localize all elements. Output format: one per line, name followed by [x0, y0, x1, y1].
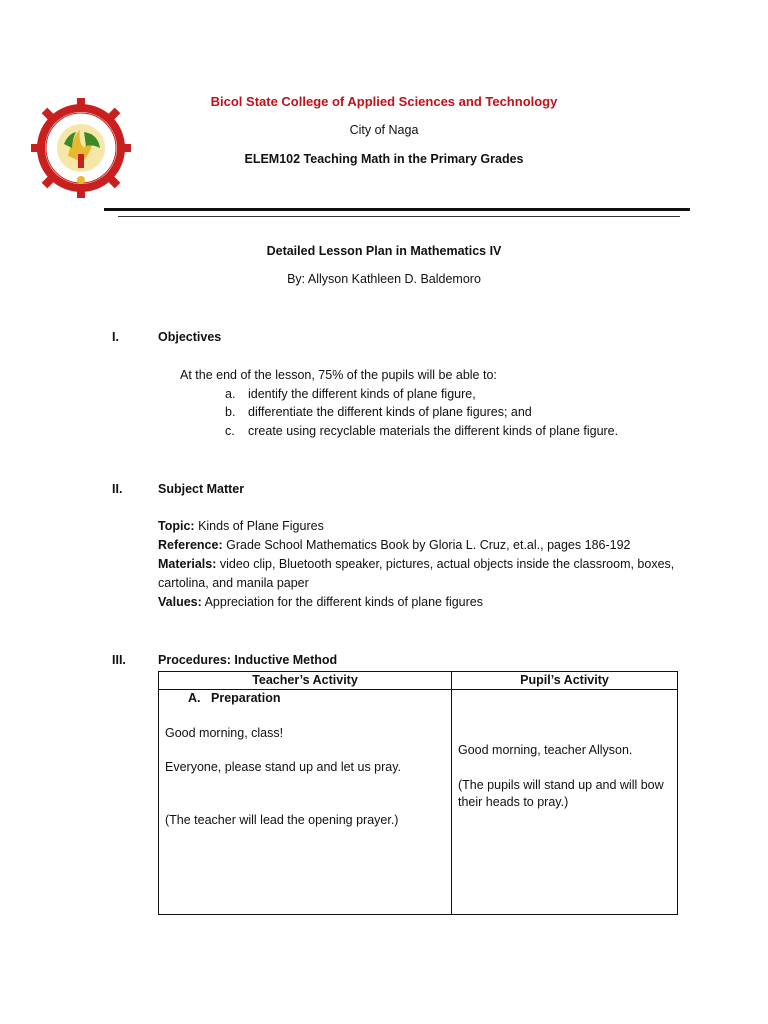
reference-line: [158, 538, 631, 552]
teacher-greeting: Good morning, class!: [165, 726, 284, 740]
reference-value: Grade School Mathematics Book by Gloria L. Cruz, et.al., pages 186-192: [226, 538, 631, 552]
college-seal-icon: [28, 96, 134, 200]
teacher-pray-instruction: Everyone, please stand up and let us pray.: [165, 760, 402, 774]
pupil-greeting: Good morning, teacher Allyson.: [458, 743, 633, 757]
col-header-pupil: Pupil’s Activity: [520, 673, 609, 687]
header-rule-thin: [118, 216, 680, 217]
course-title: ELEM102 Teaching Math in the Primary Grades: [244, 152, 524, 166]
table-column-divider: [451, 672, 452, 914]
topic-label: Topic:: [158, 519, 195, 533]
section-number-procedures: III.: [112, 653, 126, 667]
teacher-prayer-note: (The teacher will lead the opening prayer.): [165, 813, 399, 827]
pupil-note-line-1: (The pupils will stand up and will bow: [458, 778, 664, 792]
values-value: Appreciation for the different kinds of plane figures: [204, 595, 483, 609]
col-header-teacher: Teacher’s Activity: [252, 673, 358, 687]
objective-letter-a: a.: [225, 387, 236, 401]
objective-item-b: differentiate the different kinds of plane figures; and: [248, 405, 532, 419]
author-line: By: Allyson Kathleen D. Baldemoro: [287, 272, 481, 286]
section-heading-objectives: Objectives: [158, 330, 222, 344]
materials-line-2: cartolina, and manila paper: [158, 576, 309, 590]
objective-letter-b: b.: [225, 405, 236, 419]
topic-value: Kinds of Plane Figures: [198, 519, 324, 533]
header-rule-thick: [104, 208, 690, 211]
pupil-note-line-2: their heads to pray.): [458, 795, 569, 809]
objective-item-a: identify the different kinds of plane figure,: [248, 387, 476, 401]
objective-letter-c: c.: [225, 424, 235, 438]
section-letter-a: A.: [188, 691, 201, 705]
topic-line: [158, 519, 324, 533]
objectives-intro: At the end of the lesson, 75% of the pupils will be able to:: [180, 368, 497, 382]
reference-label: Reference:: [158, 538, 223, 552]
section-heading-procedures: Procedures: Inductive Method: [158, 653, 338, 667]
materials-value: video clip, Bluetooth speaker, pictures, actual objects inside the classroom, boxes,: [219, 557, 675, 571]
section-number-subject: II.: [112, 482, 123, 496]
section-heading-subject: Subject Matter: [158, 482, 245, 496]
materials-label: Materials:: [158, 557, 217, 571]
section-title-preparation: Preparation: [211, 691, 281, 705]
materials-line: [158, 557, 674, 571]
college-name: Bicol State College of Applied Sciences and Technology: [210, 94, 558, 109]
values-label: Values:: [158, 595, 202, 609]
section-number-objectives: I.: [112, 330, 119, 344]
document-title: Detailed Lesson Plan in Mathematics IV: [266, 244, 502, 258]
activity-table: [158, 671, 678, 915]
objective-item-c: create using recyclable materials the different kinds of plane figure.: [248, 424, 619, 438]
values-line: [158, 595, 483, 609]
city-name: City of Naga: [349, 123, 419, 137]
